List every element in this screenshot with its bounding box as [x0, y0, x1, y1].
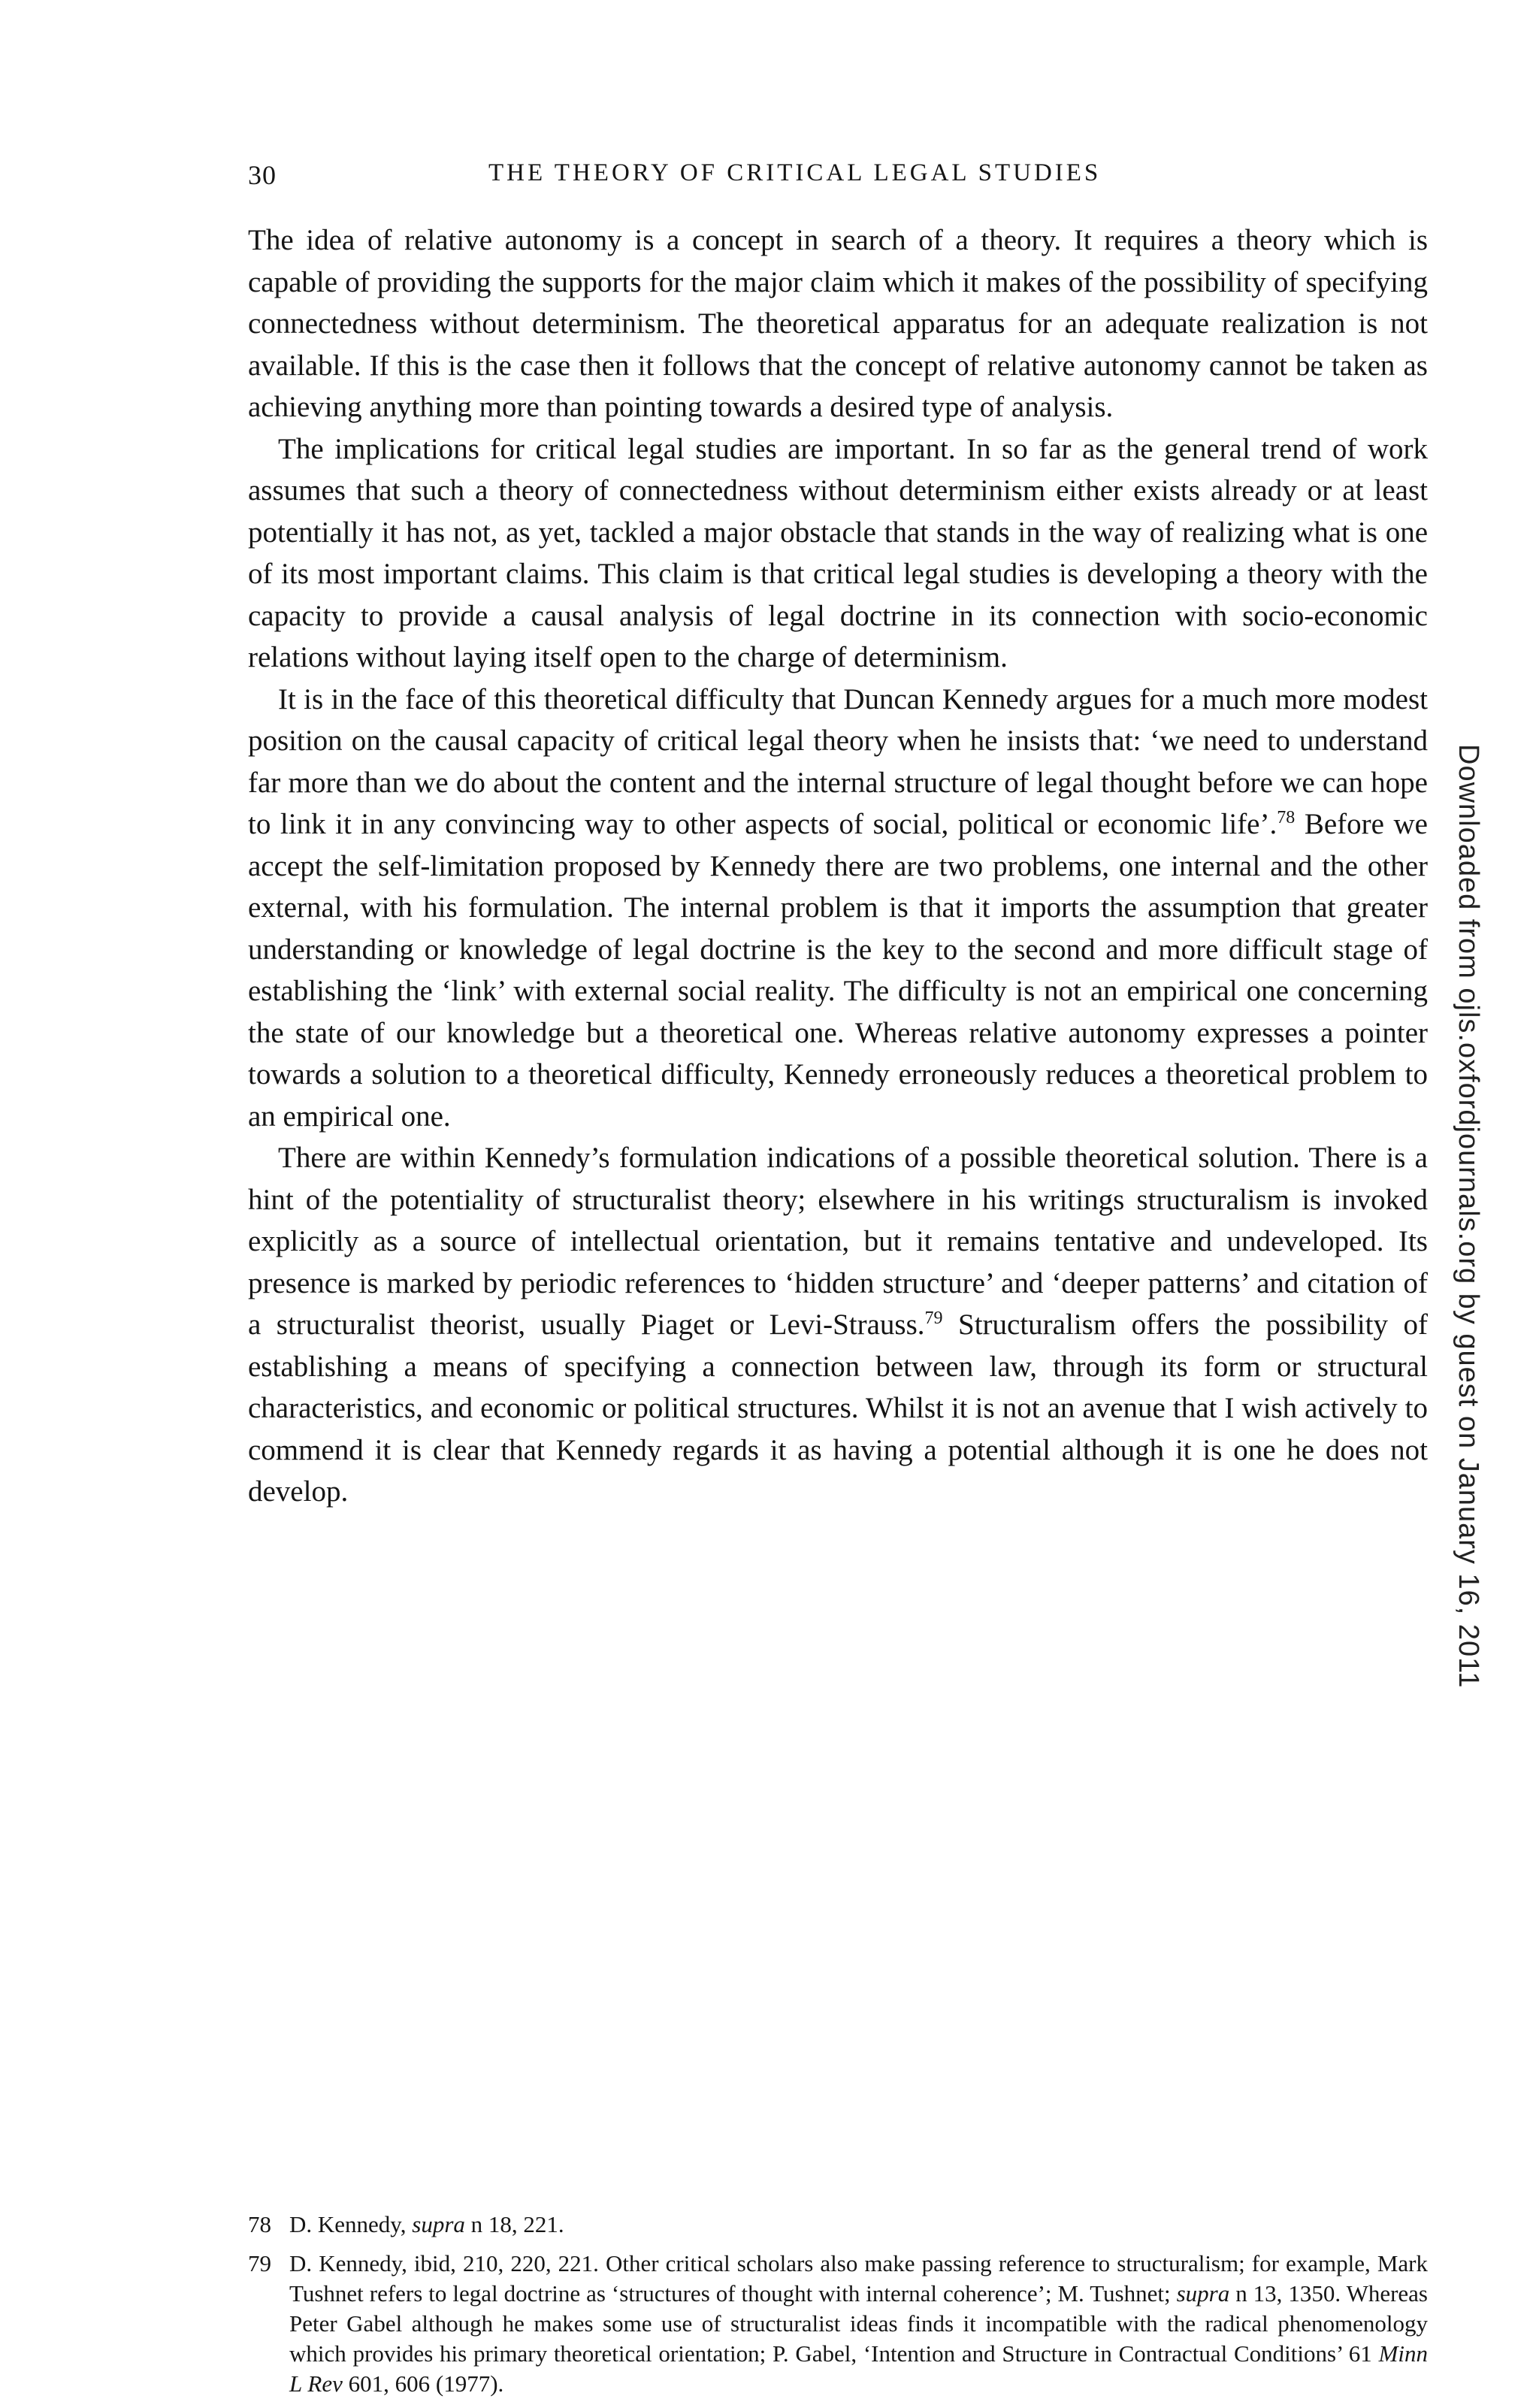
footnote-supra: supra	[1176, 2280, 1230, 2307]
footnote-text: D. Kennedy, ibid, 210, 220, 221. Other critical scholars also make passing reference to structuralism; for example, Mark Tushnet refers to legal doctrine as ‘structures of thought with internal coherence’; M. Tushnet;	[289, 2250, 1428, 2307]
page-header	[248, 159, 1428, 197]
footnote-text: 601, 606 (1977).	[342, 2370, 504, 2397]
footnote-ref-78[interactable]: 78	[1277, 808, 1296, 827]
running-head: THE THEORY OF CRITICAL LEGAL STUDIES	[488, 159, 1102, 186]
main-body	[248, 219, 1428, 1513]
footnote-number: 78	[248, 2211, 271, 2237]
paragraph-2	[248, 428, 1428, 679]
footnote-text: n 18, 221.	[464, 2211, 564, 2237]
footnote-ref-79[interactable]: 79	[924, 1308, 943, 1328]
footnote-78	[248, 2210, 1428, 2240]
paragraph-1	[248, 219, 1428, 428]
footnote-text: n 13, 1350. Whereas Peter Gabel although he makes some use of structuralist ideas finds it incompatible with the radical phenomenology which provides his primary theoretical orientation; P. Gabel, ‘Intention and Structure in Contractual Conditions’ 61	[289, 2280, 1428, 2367]
paragraph-1-text: The idea of relative autonomy is a concept in search of a theory. It requires a theory which is capable of providing the supports for the major claim which it makes of the possibility of specifying connectedness without determinism. The theoretical apparatus for an adequate realization is not available. If this is the case then it follows that the concept of relative autonomy cannot be taken as achieving anything more than pointing towards a desired type of analysis.	[248, 224, 1428, 423]
paragraph-3	[248, 679, 1428, 1138]
paragraph-3-text-a: It is in the face of this theoretical difficulty that Duncan Kennedy argues for a much more modest position on the causal capacity of critical legal theory when he insists that: ‘we need to understand far more than we do about the content and the internal structure of legal thought before we can hope to link it in any convincing way to other aspects of social, political or economic life’.	[248, 682, 1428, 840]
footnote-journal: Minn L Rev	[289, 2340, 1428, 2397]
footnote-number: 79	[248, 2250, 271, 2276]
download-watermark: Downloaded from ojls.oxfordjournals.org by guest on January 16, 2011	[1453, 744, 1484, 1689]
paragraph-4	[248, 1137, 1428, 1513]
footnotes	[248, 2210, 1428, 2408]
page-number: 30	[248, 160, 277, 190]
paragraph-4-text-b: Structuralism offers the possibility of establishing a means of specifying a connection between law, through its form or structural characteristics, and economic or political structures. Whilst it is not an avenue that I wish actively to commend it is clear that Kennedy regards it as having a potential although it is one he does not develop.	[248, 1308, 1428, 1508]
footnote-79	[248, 2249, 1428, 2399]
footnote-supra: supra	[412, 2211, 465, 2237]
paragraph-3-text-b: Before we accept the self-limitation proposed by Kennedy there are two problems, one internal and the other external, with his formulation. The internal problem is that it imports the assumption that greater understanding or knowledge of legal doctrine is the key to the second and more difficult stage of establishing the ‘link’ with external social reality. The difficulty is not an empirical one concerning the state of our knowledge but a theoretical one. Whereas relative autonomy expresses a pointer towards a solution to a theoretical difficulty, Kennedy erroneously reduces a theoretical problem to an empirical one.	[248, 808, 1428, 1133]
paragraph-4-text-a: There are within Kennedy’s formulation indications of a possible theoretical solution. There is a hint of the potentiality of structuralist theory; elsewhere in his writings structuralism is invoked explicitly as a source of intellectual orientation, but it remains tentative and undeveloped. Its presence is marked by periodic references to ‘hidden structure’ and ‘deeper patterns’ and citation of a structuralist theorist, usually Piaget or Levi-Strauss.	[248, 1142, 1428, 1341]
paragraph-2-text: The implications for critical legal studies are important. In so far as the general trend of work assumes that such a theory of connectedness without determinism either exists already or at least potentially it has not, as yet, tackled a major obstacle that stands in the way of realizing what is one of its most important claims. This claim is that critical legal studies is developing a theory with the capacity to provide a causal analysis of legal doctrine in its connection with socio-economic relations without laying itself open to the charge of determinism.	[248, 432, 1428, 673]
footnote-text: D. Kennedy,	[289, 2211, 413, 2237]
